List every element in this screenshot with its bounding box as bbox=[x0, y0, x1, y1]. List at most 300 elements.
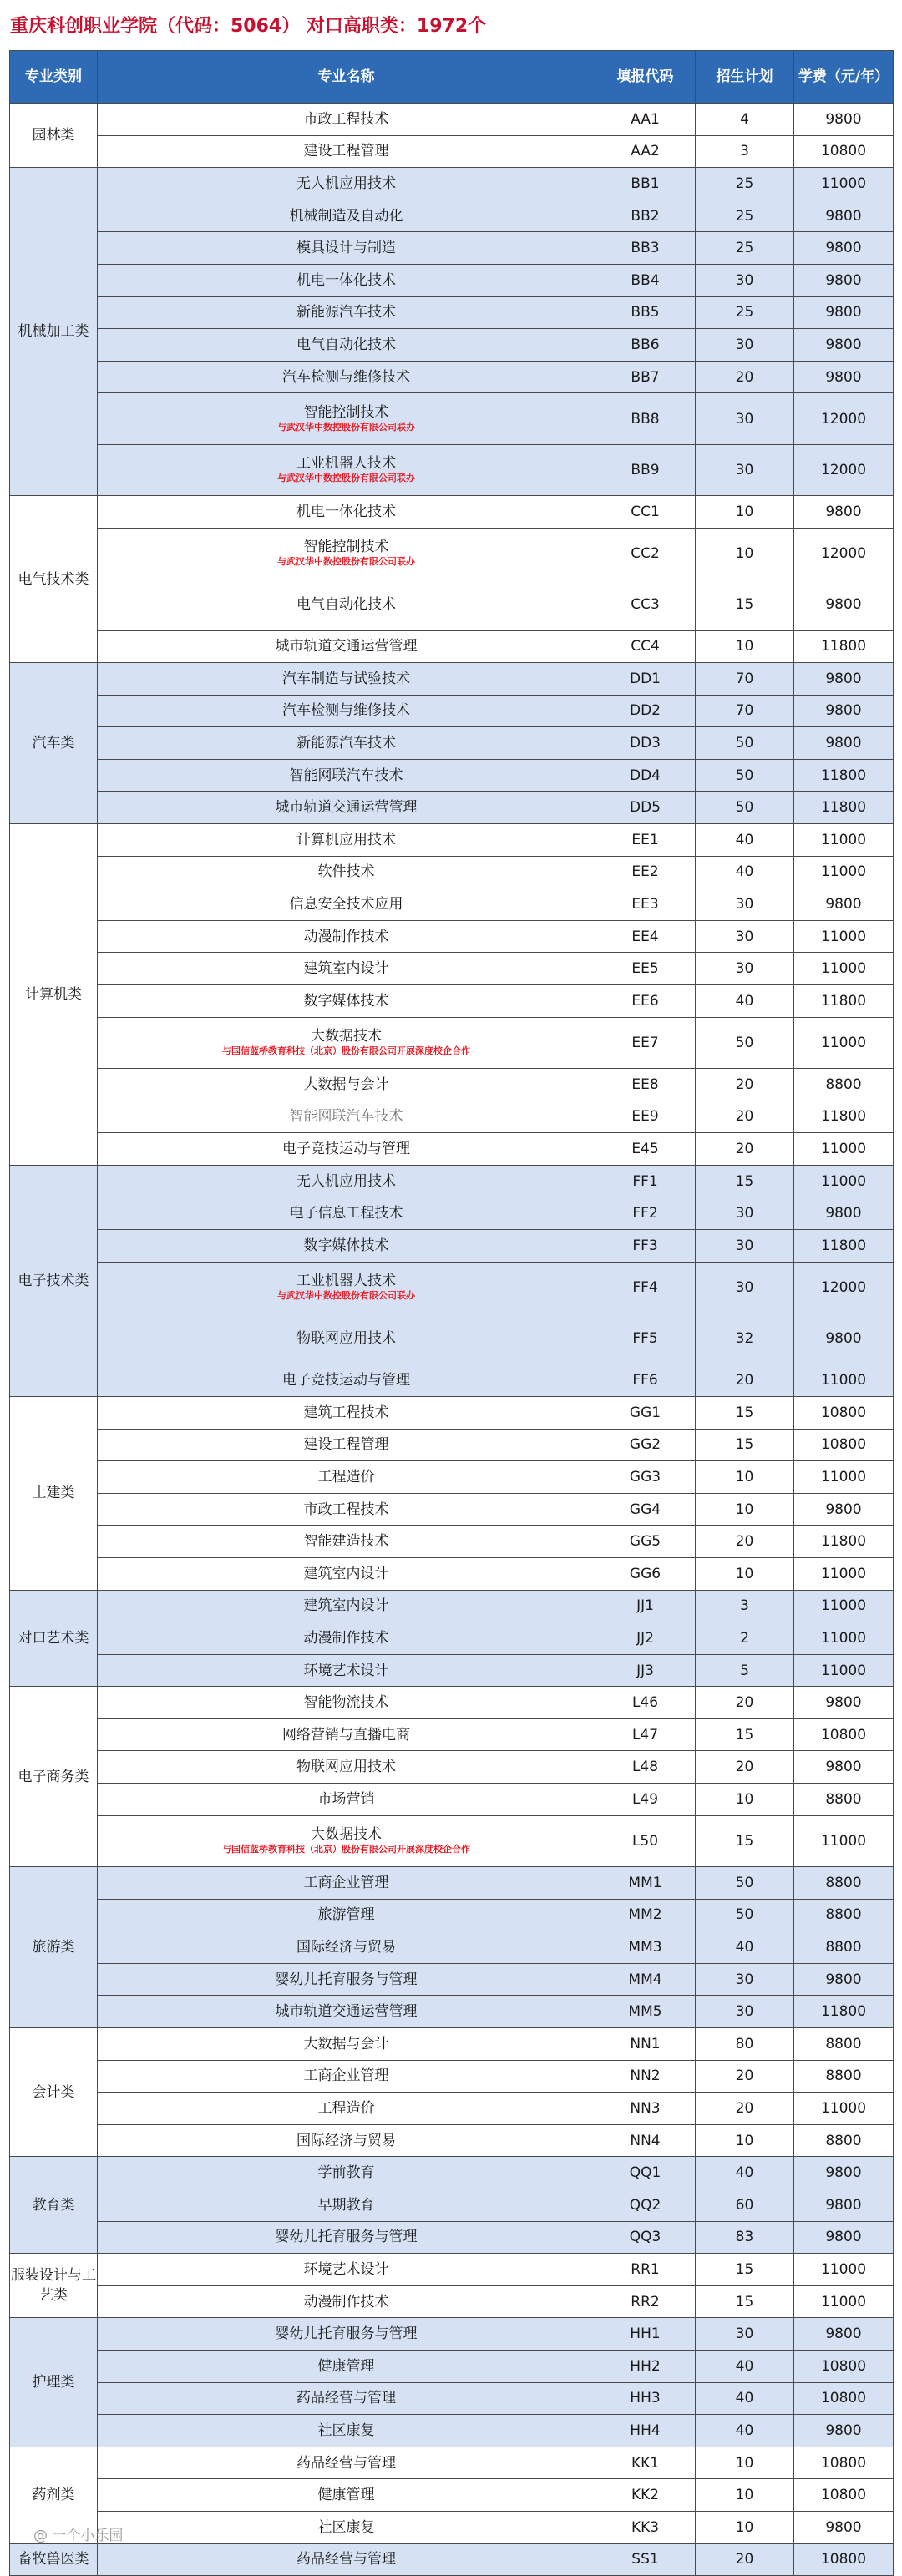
code-cell: BB8 bbox=[595, 393, 696, 444]
table-row bbox=[10, 1557, 894, 1590]
major-cell bbox=[98, 528, 595, 579]
major-name: 社区康复 bbox=[317, 2422, 375, 2439]
major-name: 城市轨道交通运营管理 bbox=[275, 638, 418, 655]
major-cell bbox=[98, 232, 595, 265]
code-cell: GG1 bbox=[595, 1396, 696, 1429]
fee-cell: 8800 bbox=[794, 1867, 894, 1900]
plan-cell: 40 bbox=[696, 824, 794, 857]
code-cell: DD5 bbox=[595, 792, 696, 824]
major-name: 新能源汽车技术 bbox=[296, 735, 396, 752]
code-cell: MM5 bbox=[595, 1996, 696, 2028]
major-cell bbox=[98, 2511, 595, 2543]
code-cell: GG5 bbox=[595, 1526, 696, 1558]
major-cell bbox=[98, 2221, 595, 2254]
code-cell: EE6 bbox=[595, 985, 696, 1018]
plan-cell: 10 bbox=[696, 1784, 794, 1816]
fee-cell: 10800 bbox=[794, 1396, 894, 1429]
major-name: 数字媒体技术 bbox=[303, 992, 389, 1010]
plan-cell: 20 bbox=[696, 1133, 794, 1166]
code-cell: EE4 bbox=[595, 920, 696, 953]
table-row bbox=[10, 329, 894, 362]
major-cell bbox=[98, 1718, 595, 1751]
fee-cell: 9800 bbox=[794, 1687, 894, 1719]
code-cell: EE5 bbox=[595, 953, 696, 985]
major-cell bbox=[98, 393, 595, 444]
category-cell: 园林类 bbox=[10, 104, 98, 168]
major-cell bbox=[98, 1557, 595, 1590]
plan-cell: 83 bbox=[696, 2221, 794, 2254]
fee-cell: 12000 bbox=[794, 444, 894, 495]
table-row bbox=[10, 496, 894, 529]
major-cell bbox=[98, 2543, 595, 2576]
major-cell bbox=[98, 2060, 595, 2093]
table-row bbox=[10, 663, 894, 696]
major-cell bbox=[98, 2189, 595, 2222]
fee-cell: 10800 bbox=[794, 1429, 894, 1461]
plan-cell: 30 bbox=[696, 1197, 794, 1230]
table-row bbox=[10, 1526, 894, 1558]
major-name: 建筑室内设计 bbox=[303, 960, 389, 978]
fee-cell: 8800 bbox=[794, 2028, 894, 2061]
code-cell: HH2 bbox=[595, 2350, 696, 2382]
fee-cell: 11000 bbox=[794, 1622, 894, 1655]
category-cell: 对口艺术类 bbox=[10, 1590, 98, 1687]
watermark: @ 一个小乐园 bbox=[33, 2528, 124, 2544]
major-name: 药品经营与管理 bbox=[296, 2551, 396, 2568]
plan-cell: 15 bbox=[696, 1429, 794, 1461]
major-name: 无人机应用技术 bbox=[296, 1172, 396, 1190]
major-cell bbox=[98, 1461, 595, 1494]
table-row bbox=[10, 1197, 894, 1230]
plan-cell: 10 bbox=[696, 2447, 794, 2479]
plan-cell: 20 bbox=[696, 1751, 794, 1784]
fee-cell: 11000 bbox=[794, 1654, 894, 1687]
fee-cell: 11800 bbox=[794, 759, 894, 792]
table-row bbox=[10, 528, 894, 579]
major-name: 工业机器人技术 bbox=[296, 455, 396, 473]
table-row bbox=[10, 2124, 894, 2157]
major-name: 学前教育 bbox=[317, 2164, 375, 2182]
fee-cell: 12000 bbox=[794, 1262, 894, 1313]
partner-note: 与武汉华中数控股份有限公司联办 bbox=[277, 556, 415, 568]
major-name: 健康管理 bbox=[317, 2357, 375, 2375]
table-row bbox=[10, 296, 894, 329]
major-cell bbox=[98, 1751, 595, 1784]
fee-cell: 9800 bbox=[794, 2415, 894, 2447]
fee-cell: 11000 bbox=[794, 1133, 894, 1166]
fee-cell: 11000 bbox=[794, 1590, 894, 1622]
major-cell bbox=[98, 1963, 595, 1996]
table-row bbox=[10, 1313, 894, 1364]
table-row bbox=[10, 1493, 894, 1526]
code-cell: AA2 bbox=[595, 135, 696, 168]
major-cell bbox=[98, 1133, 595, 1166]
major-name: 建设工程管理 bbox=[303, 1436, 389, 1454]
code-cell: JJ2 bbox=[595, 1622, 696, 1655]
table-row bbox=[10, 1101, 894, 1133]
major-cell bbox=[98, 444, 595, 495]
fee-cell: 11800 bbox=[794, 630, 894, 663]
code-cell: SS1 bbox=[595, 2543, 696, 2576]
major-name: 电子竞技运动与管理 bbox=[282, 1141, 410, 1157]
plan-cell: 20 bbox=[696, 2093, 794, 2125]
major-cell bbox=[98, 1396, 595, 1429]
major-name: 智能控制技术 bbox=[303, 539, 389, 556]
plan-cell: 10 bbox=[696, 1557, 794, 1590]
major-name: 国际经济与贸易 bbox=[296, 2132, 396, 2149]
plan-cell: 5 bbox=[696, 1654, 794, 1687]
plan-cell: 15 bbox=[696, 579, 794, 630]
category-cell: 教育类 bbox=[10, 2157, 98, 2254]
major-name: 动漫制作技术 bbox=[303, 928, 389, 945]
plan-cell: 25 bbox=[696, 232, 794, 265]
code-cell: MM3 bbox=[595, 1931, 696, 1964]
plan-cell: 50 bbox=[696, 1899, 794, 1931]
category-cell: 计算机类 bbox=[10, 824, 98, 1166]
major-name: 汽车制造与试验技术 bbox=[282, 670, 410, 687]
code-cell: BB4 bbox=[595, 264, 696, 296]
category-cell: 会计类 bbox=[10, 2028, 98, 2157]
major-cell bbox=[98, 663, 595, 696]
major-cell bbox=[98, 1165, 595, 1197]
major-cell bbox=[98, 1017, 595, 1068]
table-row bbox=[10, 1963, 894, 1996]
code-cell: EE1 bbox=[595, 824, 696, 857]
major-cell bbox=[98, 168, 595, 200]
table-row bbox=[10, 2447, 894, 2479]
major-name: 大数据技术 bbox=[311, 1028, 382, 1045]
code-cell: GG6 bbox=[595, 1557, 696, 1590]
fee-cell: 9800 bbox=[794, 361, 894, 393]
fee-cell: 11800 bbox=[794, 792, 894, 824]
fee-cell: 9800 bbox=[794, 1493, 894, 1526]
table-row bbox=[10, 1751, 894, 1784]
plan-cell: 15 bbox=[696, 2285, 794, 2318]
major-cell bbox=[98, 496, 595, 529]
plan-cell: 30 bbox=[696, 444, 794, 495]
code-cell: BB3 bbox=[595, 232, 696, 265]
code-cell: DD4 bbox=[595, 759, 696, 792]
major-name: 建筑工程技术 bbox=[303, 1404, 389, 1421]
plan-cell: 50 bbox=[696, 759, 794, 792]
code-cell: FF6 bbox=[595, 1364, 696, 1397]
fee-cell: 9800 bbox=[794, 1751, 894, 1784]
fee-cell: 10800 bbox=[794, 2382, 894, 2415]
major-cell bbox=[98, 264, 595, 296]
major-cell bbox=[98, 2318, 595, 2351]
major-cell bbox=[98, 579, 595, 630]
fee-cell: 10800 bbox=[794, 1718, 894, 1751]
code-cell: MM1 bbox=[595, 1867, 696, 1900]
plan-cell: 15 bbox=[696, 1396, 794, 1429]
fee-cell: 9800 bbox=[794, 232, 894, 265]
major-cell bbox=[98, 1622, 595, 1655]
table-row bbox=[10, 1867, 894, 1900]
table-row bbox=[10, 2511, 894, 2543]
plan-cell: 30 bbox=[696, 920, 794, 953]
fee-cell: 8800 bbox=[794, 2060, 894, 2093]
plan-cell: 40 bbox=[696, 2382, 794, 2415]
fee-cell: 9800 bbox=[794, 200, 894, 232]
table-row bbox=[10, 630, 894, 663]
major-name: 动漫制作技术 bbox=[303, 1629, 389, 1647]
plan-cell: 30 bbox=[696, 264, 794, 296]
code-cell: HH4 bbox=[595, 2415, 696, 2447]
major-name: 建筑室内设计 bbox=[303, 1597, 389, 1615]
plan-cell: 20 bbox=[696, 1069, 794, 1101]
code-cell: FF1 bbox=[595, 1165, 696, 1197]
major-cell bbox=[98, 200, 595, 232]
plan-cell: 20 bbox=[696, 1526, 794, 1558]
table-row bbox=[10, 1396, 894, 1429]
major-cell bbox=[98, 727, 595, 760]
code-cell: BB9 bbox=[595, 444, 696, 495]
table-row bbox=[10, 1815, 894, 1866]
code-cell: NN2 bbox=[595, 2060, 696, 2093]
plan-cell: 10 bbox=[696, 2479, 794, 2512]
fee-cell: 9800 bbox=[794, 264, 894, 296]
category-cell: 药剂类 bbox=[10, 2447, 98, 2543]
major-cell bbox=[98, 1590, 595, 1622]
code-cell: RR1 bbox=[595, 2254, 696, 2286]
table-row bbox=[10, 200, 894, 232]
table-row bbox=[10, 1784, 894, 1816]
table-row bbox=[10, 2254, 894, 2286]
plan-cell: 25 bbox=[696, 168, 794, 200]
partner-note: 与武汉华中数控股份有限公司联办 bbox=[277, 422, 415, 433]
code-cell: HH3 bbox=[595, 2382, 696, 2415]
table-row bbox=[10, 232, 894, 265]
major-name: 药品经营与管理 bbox=[296, 2390, 396, 2407]
fee-cell: 11000 bbox=[794, 1017, 894, 1068]
major-cell bbox=[98, 1229, 595, 1262]
code-cell: MM4 bbox=[595, 1963, 696, 1996]
code-cell: BB2 bbox=[595, 200, 696, 232]
category-cell: 服装设计与工艺类 bbox=[10, 2254, 98, 2318]
fee-cell: 11800 bbox=[794, 1526, 894, 1558]
major-cell bbox=[98, 1867, 595, 1900]
table-row bbox=[10, 1461, 894, 1494]
plan-cell: 20 bbox=[696, 1687, 794, 1719]
category-cell: 机械加工类 bbox=[10, 168, 98, 496]
plan-cell: 20 bbox=[696, 361, 794, 393]
fee-cell: 10800 bbox=[794, 2543, 894, 2576]
plan-cell: 10 bbox=[696, 2124, 794, 2157]
major-cell bbox=[98, 135, 595, 168]
code-cell: AA1 bbox=[595, 104, 696, 136]
code-cell: CC3 bbox=[595, 579, 696, 630]
major-cell bbox=[98, 361, 595, 393]
table-row bbox=[10, 1165, 894, 1197]
code-cell: CC4 bbox=[595, 630, 696, 663]
category-cell: 电子技术类 bbox=[10, 1165, 98, 1396]
major-name: 物联网应用技术 bbox=[296, 1330, 396, 1348]
fee-cell: 11000 bbox=[794, 1557, 894, 1590]
plan-cell: 50 bbox=[696, 1867, 794, 1900]
major-cell bbox=[98, 2157, 595, 2189]
major-cell bbox=[98, 1364, 595, 1397]
major-cell bbox=[98, 2124, 595, 2157]
major-cell bbox=[98, 104, 595, 136]
fee-cell: 12000 bbox=[794, 393, 894, 444]
plan-cell: 3 bbox=[696, 135, 794, 168]
major-cell bbox=[98, 888, 595, 921]
major-cell bbox=[98, 1687, 595, 1719]
code-cell: NN3 bbox=[595, 2093, 696, 2125]
plan-cell: 40 bbox=[696, 856, 794, 888]
table-row bbox=[10, 444, 894, 495]
table-row bbox=[10, 888, 894, 921]
table-row bbox=[10, 1364, 894, 1397]
fee-cell: 9800 bbox=[794, 1963, 894, 1996]
major-name: 大数据技术 bbox=[311, 1826, 382, 1844]
major-cell bbox=[98, 1429, 595, 1461]
fee-cell: 11000 bbox=[794, 1364, 894, 1397]
partner-note: 与国信蓝桥教育科技（北京）股份有限公司开展深度校企合作 bbox=[222, 1844, 470, 1855]
major-name: 社区康复 bbox=[317, 2518, 375, 2536]
major-cell bbox=[98, 630, 595, 663]
major-name: 市政工程技术 bbox=[303, 1501, 389, 1518]
fee-cell: 9800 bbox=[794, 888, 894, 921]
table-row bbox=[10, 2382, 894, 2415]
plan-cell: 50 bbox=[696, 1017, 794, 1068]
major-name: 旅游管理 bbox=[317, 1906, 375, 1924]
major-cell bbox=[98, 1197, 595, 1230]
major-cell bbox=[98, 1101, 595, 1133]
fee-cell: 9800 bbox=[794, 2221, 894, 2254]
code-cell: CC1 bbox=[595, 496, 696, 529]
major-name: 汽车检测与维修技术 bbox=[282, 702, 410, 720]
table-row bbox=[10, 393, 894, 444]
table-row bbox=[10, 1996, 894, 2028]
major-name: 机械制造及自动化 bbox=[289, 207, 403, 225]
category-cell: 汽车类 bbox=[10, 663, 98, 824]
fee-cell: 12000 bbox=[794, 528, 894, 579]
major-name: 汽车检测与维修技术 bbox=[282, 368, 410, 386]
code-cell: EE9 bbox=[595, 1101, 696, 1133]
fee-cell: 10800 bbox=[794, 2350, 894, 2382]
plan-cell: 15 bbox=[696, 1815, 794, 1866]
table-row bbox=[10, 2028, 894, 2061]
plan-cell: 10 bbox=[696, 1461, 794, 1494]
plan-cell: 30 bbox=[696, 953, 794, 985]
major-name: 智能建造技术 bbox=[303, 1533, 389, 1551]
code-cell: GG3 bbox=[595, 1461, 696, 1494]
code-cell: L50 bbox=[595, 1815, 696, 1866]
page-title: 重庆科创职业学院（代码：5064） 对口高职类：1972个 bbox=[10, 16, 487, 37]
plan-cell: 30 bbox=[696, 393, 794, 444]
fee-cell: 9800 bbox=[794, 329, 894, 362]
code-cell: BB1 bbox=[595, 168, 696, 200]
major-cell bbox=[98, 1784, 595, 1816]
code-cell: EE3 bbox=[595, 888, 696, 921]
major-name: 模具设计与制造 bbox=[296, 240, 396, 257]
enrollment-plan-table bbox=[9, 50, 894, 2576]
table-row bbox=[10, 1069, 894, 1101]
major-name: 早期教育 bbox=[317, 2196, 375, 2214]
code-cell: JJ1 bbox=[595, 1590, 696, 1622]
code-cell: JJ3 bbox=[595, 1654, 696, 1687]
plan-cell: 15 bbox=[696, 1718, 794, 1751]
code-cell: BB6 bbox=[595, 329, 696, 362]
plan-cell: 30 bbox=[696, 1963, 794, 1996]
fee-cell: 11800 bbox=[794, 985, 894, 1018]
plan-cell: 30 bbox=[696, 329, 794, 362]
table-body bbox=[10, 104, 894, 2576]
plan-cell: 2 bbox=[696, 1622, 794, 1655]
plan-cell: 25 bbox=[696, 296, 794, 329]
major-cell bbox=[98, 953, 595, 985]
major-name: 建筑室内设计 bbox=[303, 1565, 389, 1582]
table-row bbox=[10, 2543, 894, 2576]
table-row bbox=[10, 2189, 894, 2222]
major-name: 信息安全技术应用 bbox=[289, 896, 403, 913]
code-cell: GG4 bbox=[595, 1493, 696, 1526]
code-cell: FF5 bbox=[595, 1313, 696, 1364]
code-cell: FF2 bbox=[595, 1197, 696, 1230]
major-cell bbox=[98, 1493, 595, 1526]
table-row bbox=[10, 1622, 894, 1655]
code-cell: EE2 bbox=[595, 856, 696, 888]
major-cell bbox=[98, 1069, 595, 1101]
fee-cell: 11800 bbox=[794, 1229, 894, 1262]
table-row bbox=[10, 1262, 894, 1313]
major-cell bbox=[98, 1899, 595, 1931]
table-row bbox=[10, 135, 894, 168]
table-row bbox=[10, 792, 894, 824]
code-cell: L46 bbox=[595, 1687, 696, 1719]
fee-cell: 10800 bbox=[794, 2479, 894, 2512]
major-name: 市场营销 bbox=[317, 1790, 375, 1808]
table-row bbox=[10, 1718, 894, 1751]
table-row bbox=[10, 695, 894, 727]
fee-cell: 9800 bbox=[794, 104, 894, 136]
code-cell: E45 bbox=[595, 1133, 696, 1166]
code-cell: BB5 bbox=[595, 296, 696, 329]
major-cell bbox=[98, 2093, 595, 2125]
plan-cell: 20 bbox=[696, 1101, 794, 1133]
major-name: 婴幼儿托育服务与管理 bbox=[275, 1971, 418, 1988]
plan-cell: 15 bbox=[696, 2254, 794, 2286]
major-name: 建设工程管理 bbox=[303, 143, 389, 160]
table-row bbox=[10, 264, 894, 296]
plan-cell: 40 bbox=[696, 2350, 794, 2382]
major-cell bbox=[98, 2447, 595, 2479]
major-cell bbox=[98, 824, 595, 857]
major-name: 大数据与会计 bbox=[303, 1075, 389, 1093]
major-name: 智能网联汽车技术 bbox=[289, 1108, 403, 1126]
fee-cell: 9800 bbox=[794, 2157, 894, 2189]
major-cell bbox=[98, 856, 595, 888]
table-row bbox=[10, 1687, 894, 1719]
code-cell: RR2 bbox=[595, 2285, 696, 2318]
code-cell: EE8 bbox=[595, 1069, 696, 1101]
major-cell bbox=[98, 792, 595, 824]
code-cell: DD2 bbox=[595, 695, 696, 727]
plan-cell: 20 bbox=[696, 1364, 794, 1397]
fee-cell: 11000 bbox=[794, 953, 894, 985]
fee-cell: 9800 bbox=[794, 296, 894, 329]
code-cell: GG2 bbox=[595, 1429, 696, 1461]
table-row bbox=[10, 2415, 894, 2447]
table-row bbox=[10, 953, 894, 985]
code-cell: BB7 bbox=[595, 361, 696, 393]
major-cell bbox=[98, 2479, 595, 2512]
major-name: 工程造价 bbox=[317, 1468, 375, 1485]
header-fee: 学费（元/年） bbox=[794, 51, 894, 104]
fee-cell: 11000 bbox=[794, 168, 894, 200]
fee-cell: 11000 bbox=[794, 2093, 894, 2125]
